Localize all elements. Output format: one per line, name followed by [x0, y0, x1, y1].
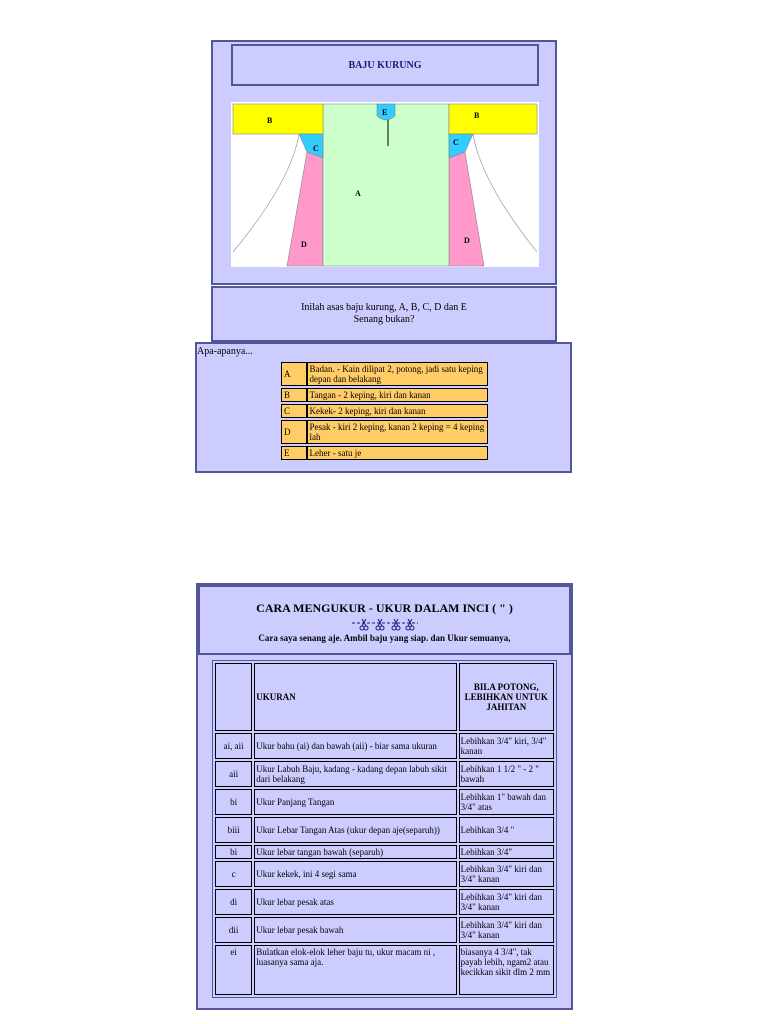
row-allow: Lebihkan 1" bawah dan 3/4" atas	[459, 789, 554, 815]
sleeve-left-flare	[233, 134, 299, 252]
row-code: c	[215, 861, 252, 887]
tangan-right-piece	[449, 104, 537, 134]
legend-intro: Apa-apanya...	[197, 346, 253, 357]
tangan-left-piece	[233, 104, 323, 134]
row-desc: Ukur bahu (ai) dan bawah (aii) - biar sama ukuran	[254, 733, 456, 759]
row-code: dii	[215, 917, 252, 943]
badan-piece	[323, 104, 449, 266]
row-desc: Ukur kekek, ini 4 segi sama	[254, 861, 456, 887]
row-desc: Ukur lebar pesak bawah	[254, 917, 456, 943]
row-allow: Lebihkan 3/4"	[459, 845, 554, 859]
row-allow: Lebihkan 3/4" kiri dan 3/4" kanan	[459, 889, 554, 915]
row-code: bi	[215, 845, 252, 859]
row-allow: Lebihkan 3/4" kiri dan 3/4" kanan	[459, 917, 554, 943]
measure-header-row	[215, 663, 554, 731]
row-desc: Ukur lebar tangan bawah (separuh)	[254, 845, 456, 859]
legend-text: Tangan - 2 keping, kiri dan kanan	[307, 388, 489, 402]
table-row	[215, 917, 554, 943]
table-row	[215, 817, 554, 843]
sleeve-right-flare	[473, 134, 537, 252]
baju-kurung-pattern	[231, 102, 539, 267]
row-allow: biasanya 4 3/4", tak payah lebih, ngam2 atau kecikkan sikit dlm 2 mm	[459, 945, 554, 995]
header-blank	[215, 663, 252, 731]
row-allow: Lebihkan 3/4" kiri dan 3/4" kanan	[459, 861, 554, 887]
pattern-svg	[231, 102, 539, 267]
row-desc: Ukur Panjang Tangan	[254, 789, 456, 815]
measure-subtitle: Cara saya senang aje. Ambil baju yang siap. dan Ukur semuanya,	[258, 633, 511, 643]
table-row	[215, 889, 554, 915]
table-row	[215, 945, 554, 995]
legend-key: D	[281, 420, 307, 444]
row-code: ai, aii	[215, 733, 252, 759]
row-code: bi	[215, 789, 252, 815]
row-allow: Lebihkan 1 1/2 " - 2 " bawah	[459, 761, 554, 787]
row-desc: Ukur Labuh Baju, kadang - kadang depan labuh sikit dari belakang	[254, 761, 456, 787]
legend-key: E	[281, 446, 307, 460]
measure-title: CARA MENGUKUR - UKUR DALAM INCI ( " )	[256, 601, 513, 615]
pesak-right-piece	[449, 152, 484, 266]
legend-text: Badan. - Kain dilipat 2, potong, jadi satu keping depan dan belakang	[307, 362, 489, 386]
legend-key: C	[281, 404, 307, 418]
label-b-right: B	[474, 111, 480, 120]
diagram-title-box	[231, 44, 539, 86]
table-row	[215, 845, 554, 859]
row-desc: Bulatkan elok-elok leher baju tu, ukur macam ni , luasanya sama aja.	[254, 945, 456, 995]
legend-text: Kekek- 2 keping, kiri dan kanan	[307, 404, 489, 418]
table-row	[215, 789, 554, 815]
legend-row	[281, 446, 488, 460]
header-ukuran: UKURAN	[254, 663, 456, 731]
table-row	[215, 733, 554, 759]
diagram-caption-box	[211, 286, 557, 342]
legend-key: A	[281, 362, 307, 386]
legend-row	[281, 388, 488, 402]
diagram-caption-line2: Senang bukan?	[353, 314, 415, 325]
label-d-right: D	[464, 236, 470, 245]
row-allow: Lebihkan 3/4 "	[459, 817, 554, 843]
measure-table	[212, 660, 557, 998]
label-d-left: D	[301, 240, 307, 249]
label-a: A	[355, 189, 361, 198]
scissors-divider-icon	[200, 618, 569, 632]
table-row	[215, 761, 554, 787]
row-code: di	[215, 889, 252, 915]
legend-row	[281, 362, 488, 386]
row-allow: Lebihkan 3/4" kiri, 3/4" kanan	[459, 733, 554, 759]
row-code: aii	[215, 761, 252, 787]
row-code: ei	[215, 945, 252, 995]
legend-key: B	[281, 388, 307, 402]
legend-row	[281, 404, 488, 418]
label-b-left: B	[267, 116, 273, 125]
diagram-caption-line1: Inilah asas baju kurung, A, B, C, D dan E	[301, 302, 467, 313]
table-row	[215, 861, 554, 887]
legend-text: Pesak - kiri 2 keping, kanan 2 keping = 4 keping lah	[307, 420, 489, 444]
row-desc: Ukur lebar pesak atas	[254, 889, 456, 915]
diagram-title: BAJU KURUNG	[348, 59, 422, 71]
label-e: E	[382, 108, 388, 117]
measure-header	[198, 585, 571, 655]
row-code: biii	[215, 817, 252, 843]
header-allowance: BILA POTONG, LEBIHKAN UNTUK JAHITAN	[459, 663, 554, 731]
legend-table	[281, 360, 488, 462]
legend-row	[281, 420, 488, 444]
row-desc: Ukur Lebar Tangan Atas (ukur depan aje(separuh))	[254, 817, 456, 843]
label-c-right: C	[453, 138, 459, 147]
label-c-left: C	[313, 144, 319, 153]
legend-text: Leher - satu je	[307, 446, 489, 460]
